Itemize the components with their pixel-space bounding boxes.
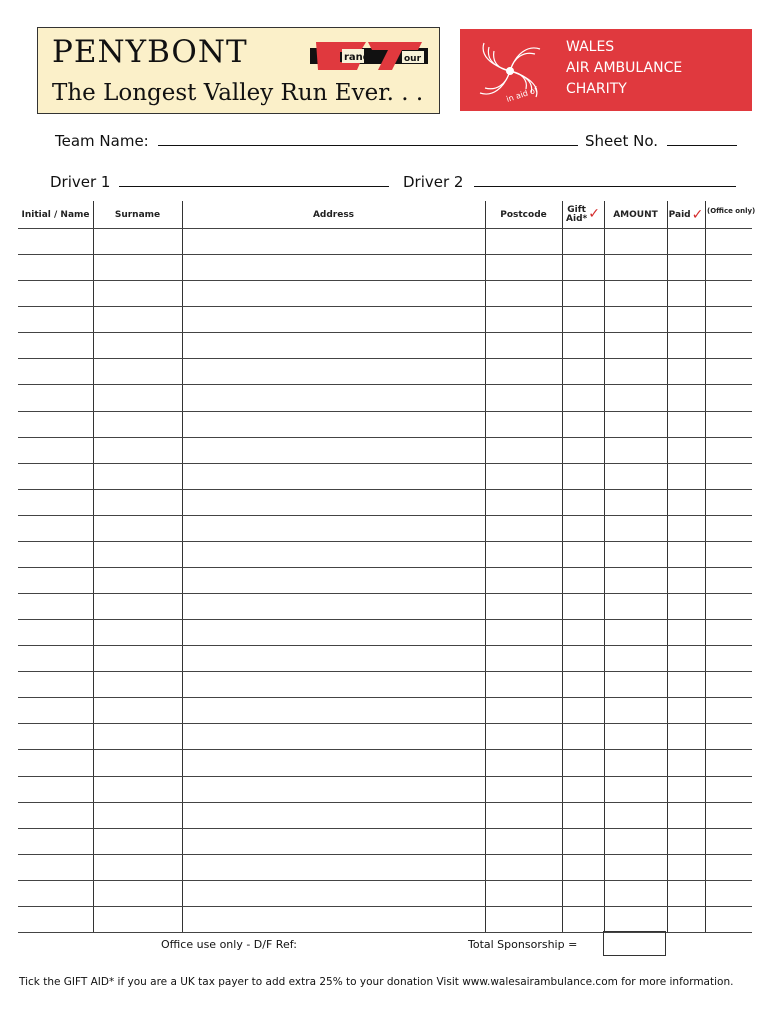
header-surname: Surname bbox=[114, 209, 161, 220]
table-row bbox=[18, 332, 752, 333]
grand-tour-badge bbox=[310, 38, 428, 74]
total-sponsorship-field[interactable] bbox=[603, 931, 666, 956]
sheet-no-field[interactable] bbox=[667, 131, 737, 146]
event-title: PENYBONT bbox=[52, 34, 248, 70]
driver1-label: Driver 1 bbox=[50, 173, 111, 191]
table-row bbox=[18, 593, 752, 594]
tick-icon: ✓ bbox=[588, 206, 600, 222]
header-gift-aid bbox=[562, 201, 604, 228]
sponsorship-table bbox=[18, 201, 756, 932]
table-row bbox=[18, 723, 752, 724]
in-aid-of-text: in aid of bbox=[505, 85, 539, 104]
table-row bbox=[18, 280, 752, 281]
table-row bbox=[18, 906, 752, 907]
table-row bbox=[18, 358, 752, 359]
table-row bbox=[18, 228, 752, 229]
table-row bbox=[18, 749, 752, 750]
table-row bbox=[18, 254, 752, 255]
gift-aid-note: Tick the GIFT AID* if you are a UK tax payer to add extra 25% to your donation Visit www.walesairambulance.com for more information. bbox=[19, 976, 734, 988]
table-row bbox=[18, 515, 752, 516]
gift-aid-bottom: Aid* bbox=[566, 213, 588, 224]
gift-aid-top: Gift bbox=[567, 204, 586, 215]
team-name-label: Team Name: bbox=[55, 132, 149, 150]
charity-line-3: CHARITY bbox=[566, 81, 627, 97]
table-row bbox=[18, 880, 752, 881]
charity-name bbox=[566, 37, 682, 100]
event-tagline: The Longest Valley Run Ever. . . bbox=[52, 80, 424, 106]
header-postcode: Postcode bbox=[500, 209, 547, 220]
event-logo bbox=[37, 27, 440, 114]
table-row bbox=[18, 645, 752, 646]
table-row bbox=[18, 854, 752, 855]
header-amount: AMOUNT bbox=[613, 209, 658, 220]
header-office-only: (Office only) bbox=[707, 207, 756, 215]
sheet-no-label: Sheet No. bbox=[585, 132, 659, 150]
table-row bbox=[18, 306, 752, 307]
team-name-field[interactable] bbox=[158, 131, 578, 146]
tick-icon: ✓ bbox=[691, 206, 704, 223]
charity-line-2: AIR AMBULANCE bbox=[566, 60, 683, 76]
office-use-label: Office use only - D/F Ref: bbox=[161, 938, 297, 951]
driver2-row bbox=[403, 172, 736, 191]
table-row bbox=[18, 489, 752, 490]
total-sponsorship-label: Total Sponsorship = bbox=[468, 938, 578, 951]
driver1-row bbox=[50, 172, 389, 191]
table-row bbox=[18, 437, 752, 438]
badge-right-text: our bbox=[404, 54, 422, 64]
paid-label: Paid bbox=[668, 209, 691, 220]
driver2-label: Driver 2 bbox=[403, 173, 464, 191]
driver2-field[interactable] bbox=[474, 172, 736, 187]
team-name-row bbox=[55, 131, 578, 150]
table-row bbox=[18, 697, 752, 698]
rotor-icon bbox=[470, 35, 550, 105]
table-row bbox=[18, 463, 752, 464]
charity-line-1: WALES bbox=[566, 39, 615, 55]
driver1-field[interactable] bbox=[119, 172, 389, 187]
table-row bbox=[18, 384, 752, 385]
table-row bbox=[18, 567, 752, 568]
badge-left-text: rand bbox=[344, 52, 370, 63]
table-row bbox=[18, 802, 752, 803]
table-row bbox=[18, 619, 752, 620]
table-row bbox=[18, 828, 752, 829]
header-paid bbox=[667, 201, 705, 228]
table-row bbox=[18, 671, 752, 672]
table-row bbox=[18, 776, 752, 777]
charity-logo bbox=[460, 29, 752, 111]
header-address: Address bbox=[312, 209, 355, 220]
header-initial-name: Initial / Name bbox=[21, 209, 90, 220]
table-row bbox=[18, 541, 752, 542]
sheet-no-row bbox=[585, 131, 737, 150]
table-row bbox=[18, 411, 752, 412]
